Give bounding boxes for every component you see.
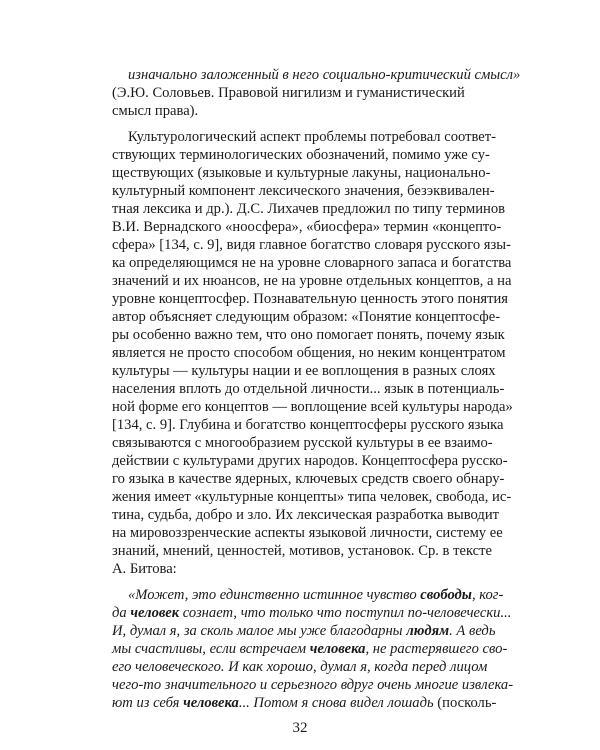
paragraph-line: В.И. Вернадского «ноосфера», «биосфера» термин «концепто- [112, 219, 502, 235]
citation-line: (Э.Ю. Соловьев. Правовой нигилизм и гуманистический [112, 85, 465, 101]
quote-text: да [112, 605, 131, 621]
paragraph-line: культурный компонент лексического значения, безэквивален- [112, 183, 495, 199]
paragraph-line: сфера» [134, с. 9], видя главное богатство словаря русского язы- [112, 237, 511, 253]
quote-text: «Может, это единственно истинное чувство [128, 587, 421, 603]
paragraph-line: значений и их нюансов, не на уровне отдельных концептов, а на [112, 273, 512, 289]
paragraph-line: [134, с. 9]. Глубина и богатство концептосферы русского языка [112, 417, 504, 433]
paragraph-line: тина, судьба, добро и зло. Их лексическая разработка выводит [112, 507, 500, 523]
quote-line [112, 640, 507, 658]
paragraph-line: го языка в качестве ядерных, ключевых средств своего обнару- [112, 471, 505, 487]
quote-text: ... Потом я снова видел лошадь [238, 695, 438, 711]
quote-line [112, 694, 496, 712]
paragraph-line: действии с культурами других народов. Концептосфера русско- [112, 453, 508, 469]
quote-line [128, 586, 503, 604]
paragraph-line: связываются с многообразием русской культуры в ее взаимо- [112, 435, 493, 451]
quote-line [112, 604, 511, 622]
paragraph-line: уровне концептосфер. Познавательную ценность этого понятия [112, 291, 509, 307]
paragraph-line: ры особенно важно тем, что оно помогает понять, почему язык [112, 327, 505, 343]
keyword: людям [406, 623, 450, 639]
paragraph-line: ка определяющимся не на уровне словарного запаса и богатства [112, 255, 512, 271]
quote-text: сознает, что только что поступил по-человечески... [179, 605, 512, 621]
quote-text: мы счастливы, если встречаем [112, 641, 310, 657]
paragraph-line: ной форме его концептов — воплощение всей культуры народа» [112, 399, 513, 415]
paragraph-line: ществующих (языковые и культурные лакуны, национально- [112, 165, 491, 181]
paragraph-line: населения вплоть до отдельной личности... язык в потенциаль- [112, 381, 505, 397]
quote-line: чего-то значительного и серьезного вдруг очень многие извлека- [112, 677, 514, 693]
quote-line [112, 622, 495, 640]
page-number: 32 [292, 720, 308, 736]
paragraph-line: знаний, мнений, ценностей, мотивов, установок. Ср. в тексте [112, 543, 493, 559]
quote-text: , ког- [471, 587, 504, 603]
paragraph-line: жения имеет «культурные концепты» типа человек, свобода, ис- [112, 489, 512, 505]
keyword: свободы [420, 587, 472, 603]
paragraph-line: культуры — культуры нации и ее воплощения в разных слоях [112, 363, 496, 379]
paragraph-line: автор объясняет следующим образом: «Понятие концептосфе- [112, 309, 501, 325]
paragraph-line: А. Битова: [112, 561, 177, 577]
quote-text: И, думал я, за сколь малое мы уже благодарны [112, 623, 407, 639]
paragraph-line: тная лексика и др.). Д.С. Лихачев предложил по типу терминов [112, 201, 506, 217]
paragraph-line: ствующих терминологических обозначений, помимо уже су- [112, 147, 490, 163]
quote-tail-line: изначально заложенный в него социально-критический смысл» [128, 67, 521, 83]
keyword: человека [183, 695, 239, 711]
paragraph-line: Культурологический аспект проблемы потребовал соответ- [128, 129, 497, 145]
quote-text: . А ведь [449, 623, 496, 639]
quote-text: , не растерявшего сво- [365, 641, 508, 657]
keyword: человека [309, 641, 366, 657]
keyword: человек [130, 605, 180, 621]
quote-text: (посколь- [437, 695, 497, 711]
citation-line: смысл права). [112, 103, 199, 119]
paragraph-line: является не просто способом общения, но неким концентратом [112, 345, 506, 361]
quote-line: его человеческого. И как хорошо, думал я, когда перед лицом [112, 659, 488, 675]
paragraph-line: на мировоззренческие аспекты языковой личности, систему ее [112, 525, 503, 541]
quote-text: ют из себя [112, 695, 184, 711]
